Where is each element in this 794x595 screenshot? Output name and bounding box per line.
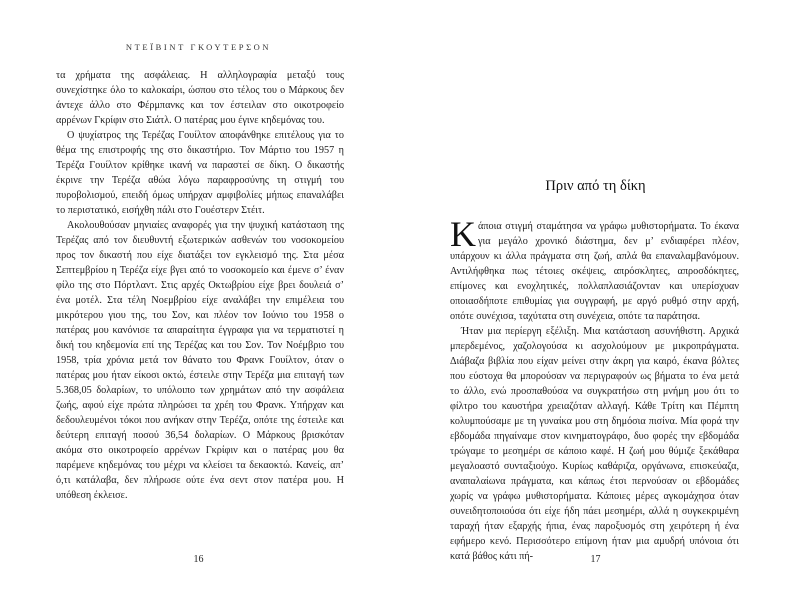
running-head: ΝΤΕΪΒΙΝΤ ΓΚΟΥΤΕΡΣΟΝ <box>125 42 272 52</box>
right-body-text <box>450 214 739 564</box>
paragraph: τα χρήματα της ασφάλειας. Η αλληλογραφία μεταξύ τους συνεχίστηκε όλο το καλοκαίρι, ώσπου στο τέλος του ο Μάρκους δεν άντεχε άλλο στο Φέρμπανκς και τον έστειλαν στο οικοτροφείο αρρένων Γκρίφιν στο Σιάτλ. Ο πατέρας μου έγινε κηδεμόνας του. <box>56 70 344 126</box>
opening-paragraph-text: άποια στιγμή σταμάτησα να γράφω μυθιστορήματα. Το έκανα για μεγάλο χρονικό διάστημα, δεν μ’ ενδιαφέρει πλέον, υπάρχουν κι άλλα πράγματα στη ζωή, απλά θα επαναλαμβανόμουν. Αντιλήφθηκα πως τέτοιες σκέψεις, απρόσκλητες, απροσδόκητες, επίμονες και ενοχλητικές, πολλαπλασιάζονταν και υπερίσχυαν οποιασδήποτε επιθυμίας για συγγραφή, με αργό ρυθμό στην αρχή, οπότε συνέχισα, ταχύτατα στη συνέχεια, οπότε τα παράτησα. <box>450 221 739 322</box>
drop-cap: Κ <box>450 214 476 254</box>
opening-paragraph <box>450 214 739 324</box>
right-page <box>397 0 794 595</box>
paragraph: Ακολουθούσαν μηνιαίες αναφορές για την ψυχική κατάσταση της Τερέζας από τον διευθυντή εξωτερικών ασθενών του νοσοκομείου προς τον δικαστή που είχε διατάξει τον εγκλεισμό της. Στα μέσα Σεπτεμβρίου η Τερέζα είχε βγει από το νοσοκομείο και έμενε σ’ έναν φίλο της στο Πόρτλαντ. Στις αρχές Οκτωβρίου είχε βρει δουλειά σ’ ένα μοτέλ. Στα τέλη Νοεμβρίου είχε αναλάβει την επιμέλεια του μικρότερου γιου της, του Σον, και πλέον τον Ιούνιο του 1958 ο πατέρας μου κανόνισε τα απαραίτητα έγγραφα για να τερματιστεί η δική του κηδεμονία επί της Τερέζας και του Σον. Τον Νοέμβριο του 1958, τρία χρόνια μετά τον θάνατο του Φρανκ Γουίλτον, όταν ο πατέρας μου ήταν είκοσι οκτώ, έστειλε στην Τερέζα μια επιταγή των 5.368,05 δολαρίων, το υπόλοιπο των χρημάτων από την ασφάλεια ζωής, αφού είχε πρώτα πληρώσει τα χρέη του Φρανκ. Υπήρχαν και δεδουλευμένοι τόκοι που ανήκαν στην Τερέζα, οπότε της έστειλε και δεύτερη επιταγή ποσού 36,54 δολαρίων. Ο Μάρκους βρισκόταν ακόμα στο οικοτροφείο αρρένων Γκρίφιν και ο πατέρας μου θα παρέμενε κηδεμόνας του μέχρι να κλείσει τα δεκαοκτώ. Κανείς, απ’ ό,τι κατάλαβα, δεν πλήρωσε ούτε ένα σεντ στον πατέρα μου. Η υπόθεση έκλεισε. <box>56 220 344 501</box>
page-number: 16 <box>193 554 204 565</box>
chapter-title: Πριν από τη δίκη <box>545 178 646 194</box>
paragraph: Ο ψυχίατρος της Τερέζας Γουίλτον αποφάνθηκε επιτέλους για το θέμα της επιστροφής της στο δικαστήριο. Τον Μάρτιο του 1957 η Τερέζα Γουίλτον κρίθηκε ικανή να παραστεί σε δίκη. Ο δικαστής έκρινε την Τερέζα αθώα λόγω παραφροσύνης τη στιγμή του πυροβολισμού, επειδή όμως υπήρχαν αμφιβολίες μήπως επαναλάβει το περιστατικό, εισήχθη πάλι στο Γουέστερν Στέιτ. <box>56 130 344 216</box>
paragraph: Ήταν μια περίεργη εξέλιξη. Μια κατάσταση ασυνήθιστη. Αρχικά μπερδεμένος, χαζολογούσα κι ασχολούμουν με μικροπράγματα. Διάβαζα βιβλία που είχαν μείνει στην άκρη για καιρό, έκανα βόλτες που εύστοχα θα μπορούσαν να περιγραφούν ως βήματα το ένα μετά το άλλο, ενώ προσπαθούσα να συγκρατήσω στη μνήμη μου ότι το φίλτρο του καυστήρα χρειαζόταν αλλαγή. Κάθε Τρίτη και Πέμπτη κολυμπούσαμε με τη γυναίκα μου στη δημόσια πισίνα. Μία φορά την εβδομάδα πηγαίναμε στον κινηματογράφο, δυο φορές την εβδομάδα τρώγαμε το μεσημέρι σε κάποιο καφέ. Η ζωή μου θύμιζε ξεκάθαρα μεγαλοαστό συνταξιούχο. Κυρίως καθάριζα, οργάνωνα, επισκεύαζα, αναπαλαίωνα πράγματα, και κάπως έτσι περνούσαν οι εβδομάδες χωρίς να γράφω μυθιστορήματα. Κάποιες μέρες αγκομάχησα όταν συνειδητοποιούσα ότι είχε ήδη πάει μεσημέρι, αλλά η συγκεκριμένη ταραχή ήταν εξαρχής ήπια, ένας παροξυσμός στη χειρότερη ή ένα εφήμερο κενό. Περισσότερο επίμονη ήταν μια αμυδρή υπόνοια ότι κατά βάθος κάτι πή- <box>450 326 739 562</box>
left-body-text <box>56 68 344 503</box>
page-number: 17 <box>590 554 601 565</box>
